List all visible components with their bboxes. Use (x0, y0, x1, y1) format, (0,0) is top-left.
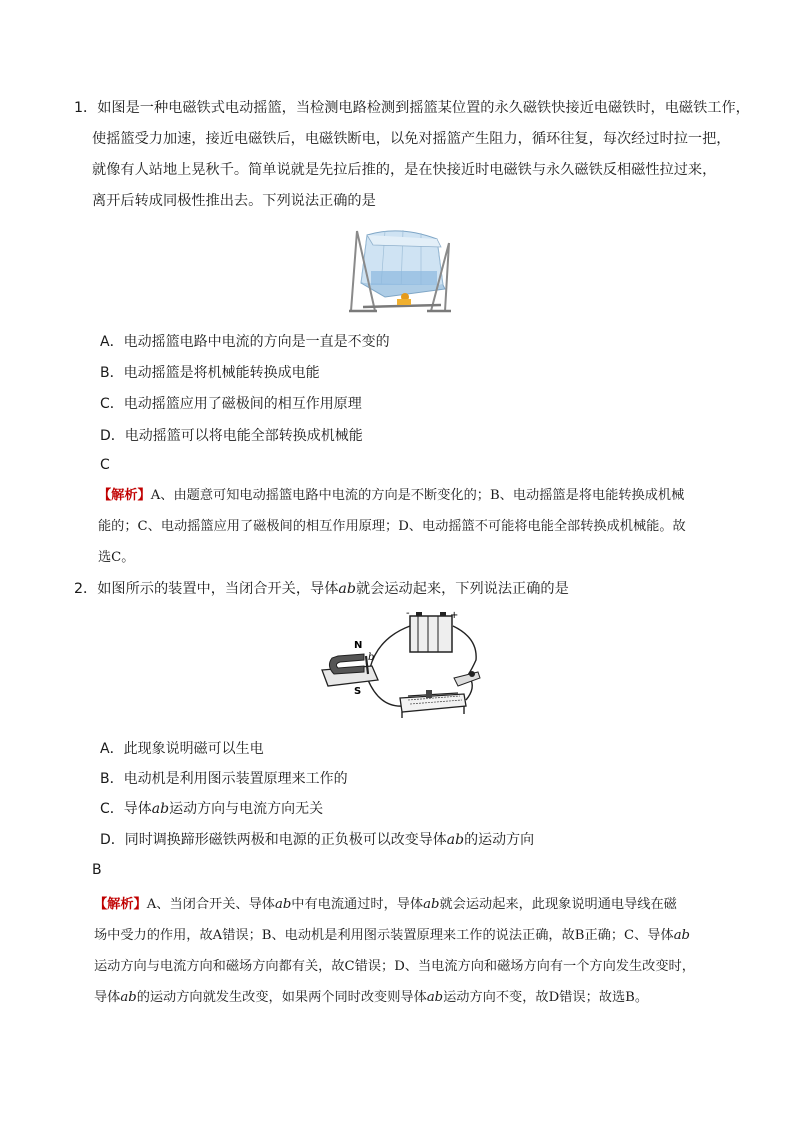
q2-option-b: B．电动机是利用图示装置原理来工作的 (100, 771, 348, 787)
q2-exp-l2-a: 场中受力的作用，故A错误；B、电动机是利用图示装置原理来工作的说法正确，故B正确；C、导体 (94, 928, 674, 943)
q2-explanation-tag: 【解析】 (94, 897, 147, 912)
q2-exp-l1-b: 中有电流通过时，导体 (291, 897, 424, 912)
q1-stem-line-4: 离开后转成同极性推出去。下列说法正确的是 (92, 193, 376, 209)
battery-plus-label: + (450, 610, 459, 621)
magnet-s-label: S (354, 686, 362, 697)
q2-explanation (94, 889, 734, 1013)
q1-option-d: D．电动摇篮可以将电能全部转换成机械能 (100, 428, 363, 444)
q1-stem-line-1: 1．如图是一种电磁铁式电动摇篮，当检测电路检测到摇篮某位置的永久磁铁快接近电磁铁时，电磁铁工作， (74, 100, 750, 116)
magnet-n-label: N (354, 640, 363, 651)
q2-option-a: A．此现象说明磁可以生电 (100, 741, 264, 757)
q2-option-d-pre: D．同时调换蹄形磁铁两极和电源的正负极可以改变导体 (100, 832, 447, 848)
q2-exp-l4-b: 的运动方向就发生改变，如果两个同时改变则导体 (136, 990, 427, 1005)
q1-explanation (98, 480, 728, 573)
q2-stem-var: ab (338, 581, 356, 597)
q1-explanation-line-2: 能的；C、电动摇篮应用了磁极间的相互作用原理；D、电动摇篮不可能将电能全部转换成机械能。故 (98, 519, 686, 534)
q2-exp-l4-var: ab (120, 990, 137, 1005)
cradle-figure (345, 225, 455, 317)
q2-exp-l4-a: 导体 (94, 990, 121, 1005)
q2-stem-b: 就会运动起来，下列说法正确的是 (355, 581, 569, 597)
q2-exp-l1-c: 就会运动起来，此现象说明通电导线在磁 (439, 897, 677, 912)
q1-option-c: C．电动摇篮应用了磁极间的相互作用原理 (100, 396, 362, 412)
q2-answer: B (92, 862, 102, 878)
q1-option-a: A．电动摇篮电路中电流的方向是一直是不变的 (100, 334, 390, 350)
q2-option-d (100, 829, 534, 849)
q2-option-d-post: 的运动方向 (464, 832, 535, 848)
q1-explanation-line-1: A、由题意可知电动摇篮电路中电流的方向是不断变化的；B、电动摇篮是将电能转换成机械 (150, 488, 685, 503)
q2-exp-l3: 运动方向与电流方向和磁场方向都有关，故C错误；D、当电流方向和磁场方向有一个方向发生改变时， (94, 959, 695, 974)
q1-stem-line-3: 就像有人站地上晃秋千。简单说就是先拉后推的，是在快接近时电磁铁与永久磁铁反相磁性拉过来， (92, 162, 717, 178)
q2-exp-l4-var2: ab (426, 990, 444, 1005)
q2-option-c-post: 运动方向与电流方向无关 (169, 801, 324, 817)
q1-answer: C (100, 457, 110, 473)
q2-option-c-var: ab (151, 801, 170, 817)
q2-exp-l1-a: A、当闭合开关、导体 (146, 897, 275, 912)
q1-explanation-line-3: 选C。 (98, 550, 135, 565)
q2-stem-a: 2．如图所示的装置中，当闭合开关，导体 (74, 581, 339, 597)
question-2-stem (74, 574, 734, 605)
battery-minus-label: - (406, 608, 410, 619)
q2-option-c (100, 798, 323, 818)
q2-exp-l1-var2: ab (423, 897, 440, 912)
q2-exp-l2-var: ab (673, 928, 690, 943)
q2-option-d-var: ab (446, 832, 465, 848)
q2-exp-l1-var: ab (274, 897, 292, 912)
question-1-stem (74, 93, 750, 217)
q1-stem-line-2: 使摇篮受力加速，接近电磁铁后，电磁铁断电，以免对摇篮产生阻力，循环往复，每次经过时拉一把， (92, 131, 731, 147)
circuit-figure (318, 608, 484, 722)
q2-option-c-pre: C．导体 (100, 801, 152, 817)
q1-option-b: B．电动摇篮是将机械能转换成电能 (100, 365, 320, 381)
q2-exp-l4-c: 运动方向不变，故D错误；故选B。 (443, 990, 649, 1005)
q1-explanation-tag: 【解析】 (98, 488, 151, 503)
conductor-b-label: b (368, 652, 375, 663)
